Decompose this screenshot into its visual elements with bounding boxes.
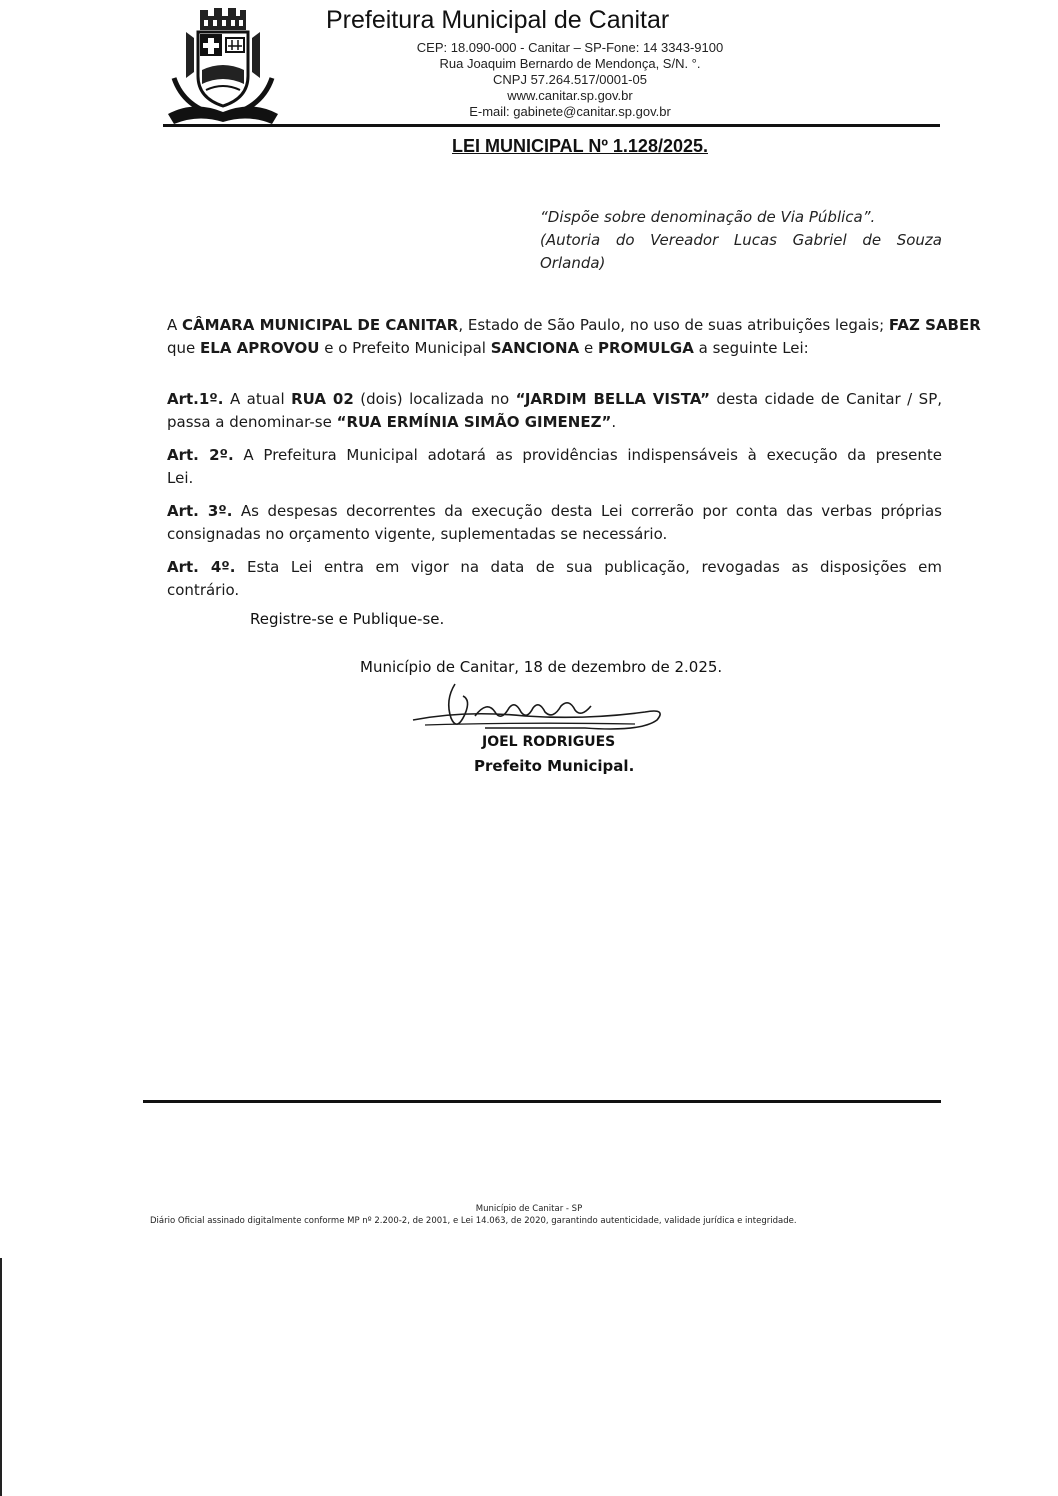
art1-label: Art.1º. [167, 390, 224, 408]
art4-line-2: contrário. [167, 581, 240, 599]
handwritten-signature [405, 670, 675, 740]
header-cep-phone: CEP: 18.090-000 - Canitar – SP-Fone: 14 3343-9100 [416, 40, 724, 55]
signer-role: Prefeito Municipal. [474, 757, 635, 775]
preamble-line-2: que ELA APROVOU e o Prefeito Municipal SANCIONA e PROMULGA a seguinte Lei: [167, 339, 809, 357]
art3-line-1: Art. 3º. As despesas decorrentes da execução desta Lei correrão por conta das verbas próprias [167, 502, 942, 520]
header-cnpj: CNPJ 57.264.517/0001-05 [493, 72, 647, 87]
header-address: Rua Joaquim Bernardo de Mendonça, S/N. °. [439, 56, 701, 71]
art4-label: Art. 4º. [167, 558, 236, 576]
preamble-line-1: A CÂMARA MUNICIPAL DE CANITAR, Estado de São Paulo, no uso de suas atribuições legais; FAZ SABER [167, 316, 981, 334]
header-divider [163, 124, 940, 127]
footer-divider [143, 1100, 941, 1103]
law-title: LEI MUNICIPAL Nº 1.128/2025. [452, 136, 708, 156]
header-website: www.canitar.sp.gov.br [507, 88, 633, 103]
art3-line-2: consignadas no orçamento vigente, suplementadas se necessário. [167, 525, 668, 543]
ementa-line-1: “Dispõe sobre denominação de Via Pública”. [540, 208, 876, 226]
art2-line-2: Lei. [167, 469, 194, 487]
art1-line-1: Art.1º. A atual RUA 02 (dois) localizada no “JARDIM BELLA VISTA” desta cidade de Canitar / SP, [167, 390, 943, 408]
art4-line-1: Art. 4º. Esta Lei entra em vigor na data de sua publicação, revogadas as disposições em [167, 558, 942, 576]
footer-municipality: Município de Canitar - SP [475, 1204, 583, 1214]
art2-line-1: Art. 2º. A Prefeitura Municipal adotará as providências indispensáveis à execução da presente [167, 446, 942, 464]
header-email: E-mail: gabinete@canitar.sp.gov.br [469, 104, 671, 119]
ementa-line-3: Orlanda) [540, 254, 606, 272]
art3-label: Art. 3º. [167, 502, 233, 520]
footer-digital-signature-note: Diário Oficial assinado digitalmente conforme MP nº 2.200-2, de 2001, e Lei 14.063, de 2020, garantindo autenticidade, validade jurídica e integridade. [150, 1216, 797, 1226]
municipal-coat-of-arms-icon [164, 8, 282, 126]
place-and-date: Município de Canitar, 18 de dezembro de 2.025. [360, 658, 723, 676]
art2-label: Art. 2º. [167, 446, 234, 464]
org-name: Prefeitura Municipal de Canitar [326, 6, 670, 34]
scan-edge-mark [0, 1258, 2, 1496]
art1-line-2: passa a denominar-se “RUA ERMÍNIA SIMÃO GIMENEZ”. [167, 413, 617, 431]
closing-formula: Registre-se e Publique-se. [250, 610, 445, 628]
ementa-line-2: (Autoria do Vereador Lucas Gabriel de Souza [540, 231, 942, 249]
signer-name: JOEL RODRIGUES [482, 734, 616, 750]
